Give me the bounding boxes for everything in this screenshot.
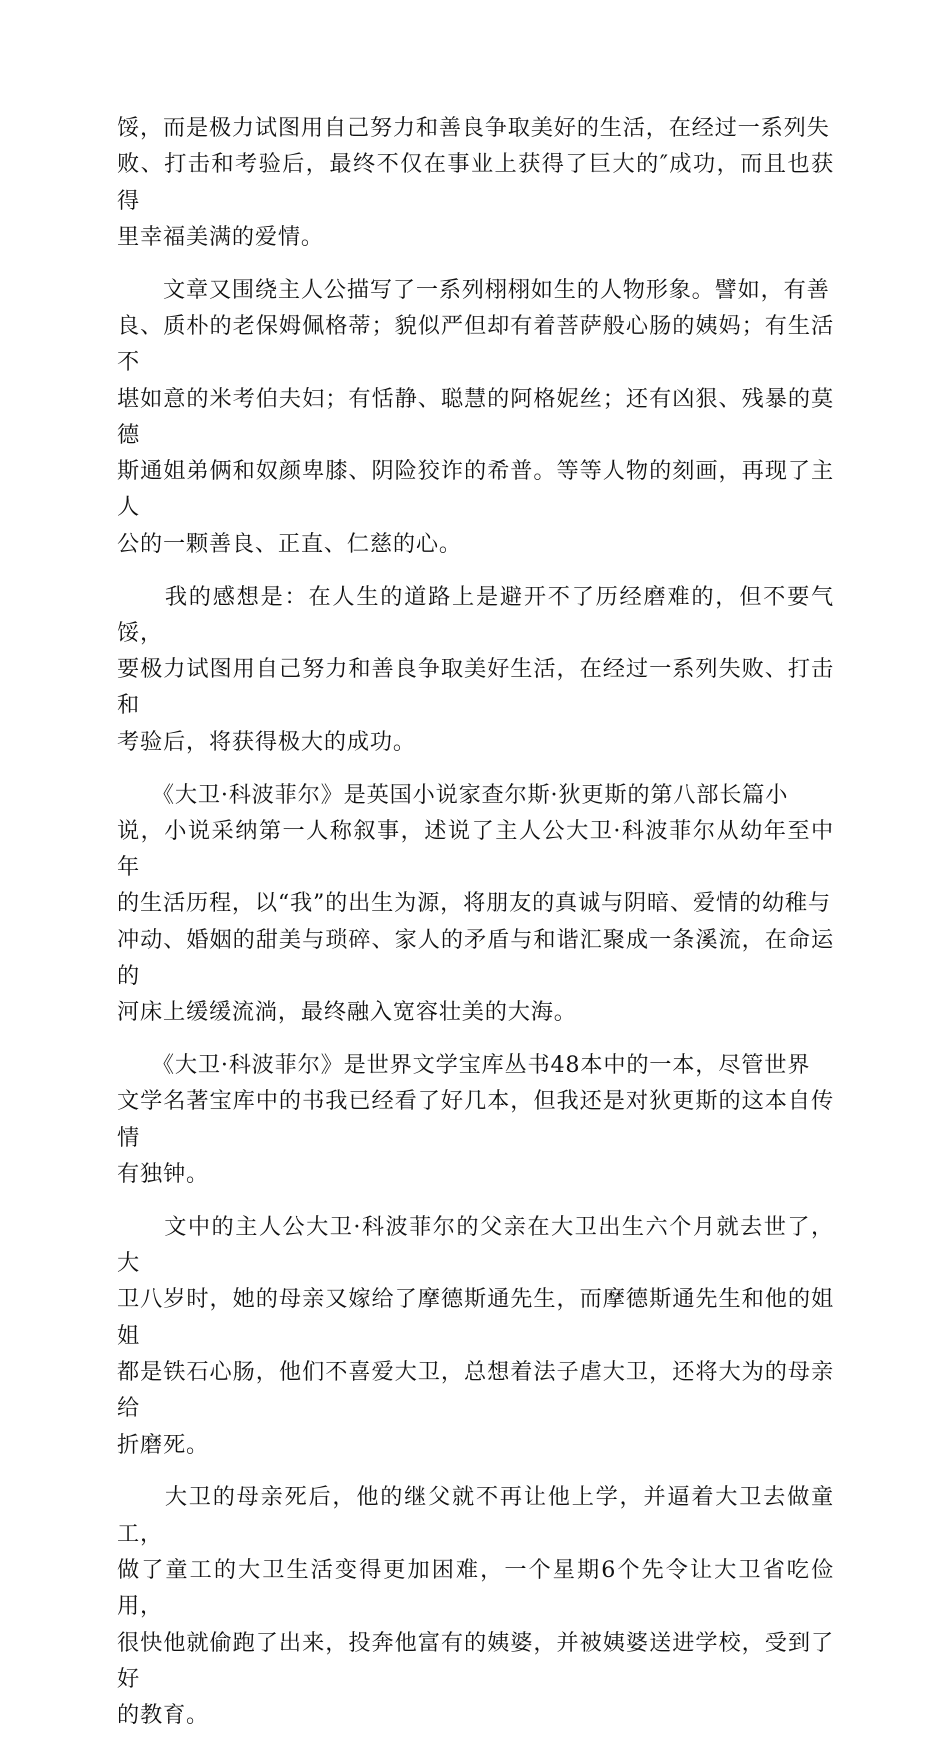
paragraph-3: 我的感想是：在人生的道路上是避开不了历经磨难的，但不要气馁， 要极力试图用自己努力和善良争取美好生活，在经过一系列失败、打击和 考验后，将获得极大的成功。 (117, 583, 834, 755)
paragraph-1: 馁，而是极力试图用自己努力和善良争取美好的生活，在经过一系列失 败、打击和考验后，最终不仅在事业上获得了巨大的″成功，而且也获得 里幸福美满的爱情。 (117, 115, 834, 250)
paragraph-6: 文中的主人公大卫·科波菲尔的父亲在大卫出生六个月就去世了，大 卫八岁时，她的母亲又嫁给了摩德斯通先生，而摩德斯通先生和他的姐姐 都是铁石心肠，他们不喜爱大卫，总想着法子虐大卫，还将大为的母亲给 折磨死。 (117, 1213, 834, 1458)
paragraph-2: 文章又围绕主人公描写了一系列栩栩如生的人物形象。譬如，有善 良、质朴的老保姆佩格蒂；貌似严但却有着菩萨般心肠的姨妈；有生活不 堪如意的米考伯夫妇；有恬静、聪慧的阿格妮丝；还有凶狠、残暴的莫德 斯通姐弟俩和奴颜卑膝、阴险狡诈的希普。等等人物的刻画，再现了主人 公的一颗善良、正直、仁慈的心。 (117, 276, 834, 557)
paragraph-7: 大卫的母亲死后，他的继父就不再让他上学，并逼着大卫去做童工， 做了童工的大卫生活变得更加困难，一个星期6个先令让大卫省吃俭用， 很快他就偷跑了出来，投奔他富有的姨婆，并被姨婆送进学校，受到了好 的教育。 (117, 1484, 834, 1729)
paragraph-4: 《大卫·科波菲尔》是英国小说家查尔斯·狄更斯的第八部长篇小 说，小说采纳第一人称叙事，述说了主人公大卫·科波菲尔从幼年至中年 的生活历程，以“我”的出生为源，将朋友的真诚与阴暗、爱情的幼稚与 冲动、婚姻的甜美与琐碎、家人的矛盾与和谐汇聚成一条溪流，在命运的 河床上缓缓流淌，最终融入宽容壮美的大海。 (117, 781, 834, 1026)
document-page (117, 110, 834, 1750)
paragraph-5: 《大卫·科波菲尔》是世界文学宝库丛书48本中的一本，尽管世界 文学名著宝库中的书我已经看了好几本，但我还是对狄更斯的这本自传情 有独钟。 (117, 1052, 834, 1188)
